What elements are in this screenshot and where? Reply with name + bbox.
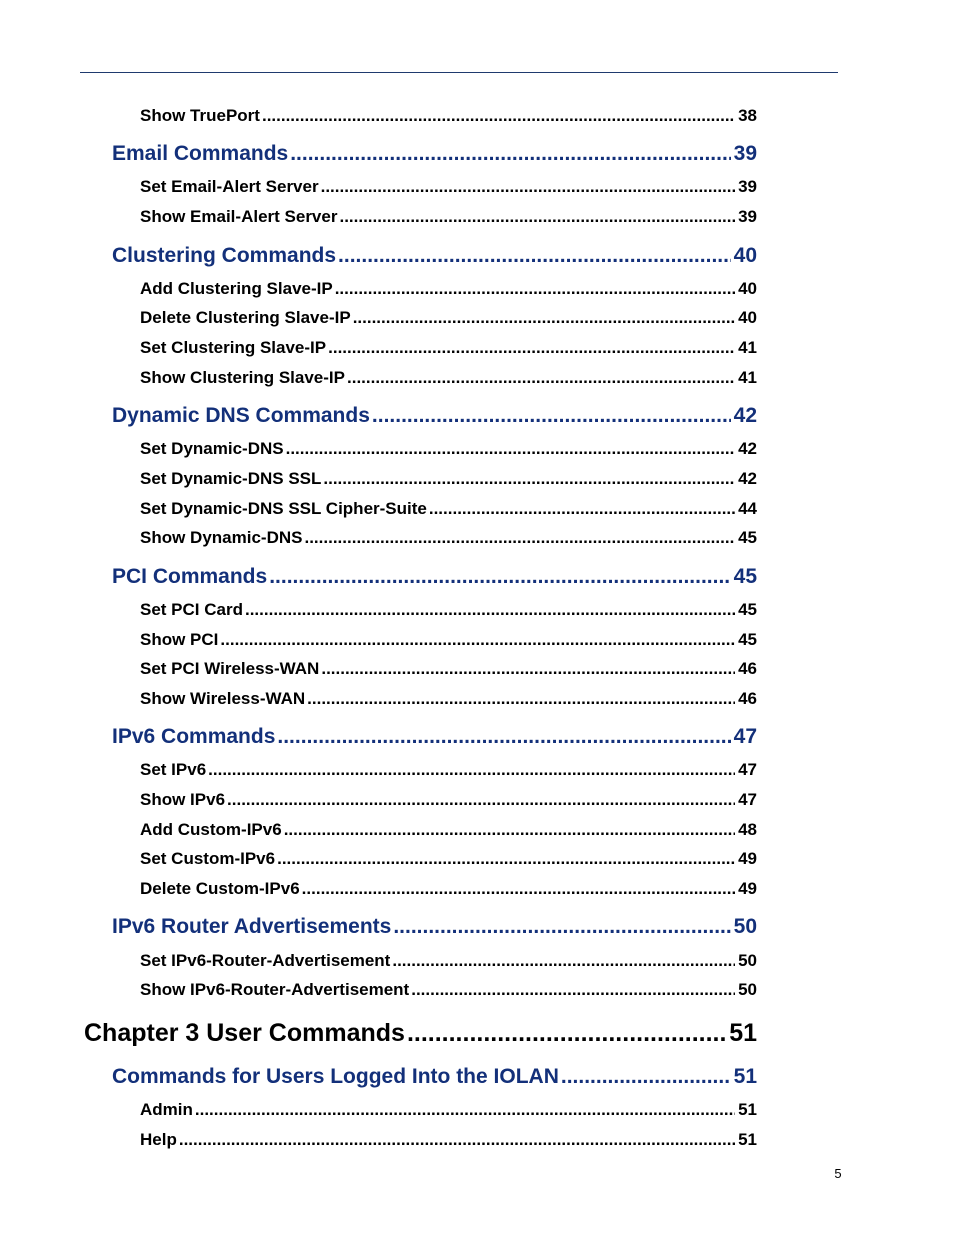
toc-entry-page: 46: [738, 689, 757, 708]
toc-entry-page: 42: [738, 439, 757, 458]
toc-chapter-entry[interactable]: [84, 1019, 757, 1048]
toc-section-entry[interactable]: [112, 244, 757, 268]
toc-section-entry[interactable]: [112, 915, 757, 939]
toc-entry-title: PCI Commands: [112, 565, 268, 588]
toc-subsection-entry[interactable]: [140, 469, 757, 489]
toc-dot-leader: [269, 565, 730, 589]
toc-entry-title: Add Custom-IPv6: [140, 820, 282, 839]
toc-subsection-entry[interactable]: [140, 820, 757, 840]
toc-entry-page: 46: [738, 659, 757, 678]
toc-dot-leader: [338, 244, 731, 268]
toc-entry-page: 50: [733, 915, 757, 938]
toc-entry-page: 39: [733, 142, 757, 165]
toc-dot-leader: [561, 1065, 731, 1089]
toc-section-entry[interactable]: [112, 565, 757, 589]
toc-subsection-entry[interactable]: [140, 308, 757, 328]
toc-entry-page: 38: [738, 106, 757, 125]
toc-entry-title: Commands for Users Logged Into the IOLAN: [112, 1065, 559, 1088]
toc-dot-leader: [302, 879, 735, 899]
toc-entry-page: 50: [738, 951, 757, 970]
toc-entry-page: 51: [738, 1100, 757, 1119]
toc-entry-page: 45: [733, 565, 757, 588]
toc-entry-title: Set Dynamic-DNS SSL Cipher-Suite: [140, 499, 427, 518]
toc-subsection-entry[interactable]: [140, 630, 757, 650]
toc-entry-page: 40: [733, 244, 757, 267]
toc-dot-leader: [307, 689, 735, 709]
toc-dot-leader: [195, 1100, 735, 1120]
toc-subsection-entry[interactable]: [140, 499, 757, 519]
toc-entry-page: 44: [738, 499, 757, 518]
toc-entry-title: Set Custom-IPv6: [140, 849, 276, 868]
toc-section-entry[interactable]: [112, 1065, 757, 1089]
toc-subsection-entry[interactable]: [140, 207, 757, 227]
toc-dot-leader: [339, 207, 735, 227]
toc-subsection-entry[interactable]: [140, 279, 757, 299]
toc-entry-page: 40: [738, 308, 757, 327]
toc-dot-leader: [321, 659, 735, 679]
toc-subsection-entry[interactable]: [140, 689, 757, 709]
toc-dot-leader: [227, 790, 735, 810]
toc-dot-leader: [277, 725, 730, 749]
toc-dot-leader: [353, 308, 735, 328]
toc-subsection-entry[interactable]: [140, 106, 757, 126]
toc-subsection-entry[interactable]: [140, 980, 757, 1000]
toc-subsection-entry[interactable]: [140, 1100, 757, 1120]
toc-entry-page: 47: [738, 790, 757, 809]
toc-dot-leader: [262, 106, 735, 126]
toc-subsection-entry[interactable]: [140, 849, 757, 869]
toc-entry-page: 45: [738, 630, 757, 649]
toc-dot-leader: [429, 499, 735, 519]
toc-entry-title: Show Wireless-WAN: [140, 689, 306, 708]
toc-entry-title: Clustering Commands: [112, 244, 337, 267]
toc-entry-title: Set IPv6-Router-Advertisement: [140, 951, 391, 970]
toc-dot-leader: [407, 1019, 726, 1048]
toc-entry-title: Show TruePort: [140, 106, 260, 125]
toc-entry-title: Set Dynamic-DNS SSL: [140, 469, 322, 488]
toc-dot-leader: [392, 951, 735, 971]
toc-entry-page: 41: [738, 338, 757, 357]
toc-dot-leader: [328, 338, 735, 358]
toc-entry-title: Set Email-Alert Server: [140, 177, 319, 196]
toc-entry-title: IPv6 Commands: [112, 725, 276, 748]
toc-dot-leader: [245, 600, 735, 620]
toc-section-entry[interactable]: [112, 725, 757, 749]
toc-entry-title: Email Commands: [112, 142, 289, 165]
toc-entry-title: Dynamic DNS Commands: [112, 404, 370, 427]
toc-entry-title: Admin: [140, 1100, 193, 1119]
toc-dot-leader: [321, 177, 735, 197]
toc-section-entry[interactable]: [112, 142, 757, 166]
toc-entry-page: 51: [733, 1065, 757, 1088]
page-number: 5: [834, 1166, 842, 1181]
toc-subsection-entry[interactable]: [140, 177, 757, 197]
toc-entry-page: 45: [738, 528, 757, 547]
toc-entry-title: Show Email-Alert Server: [140, 207, 338, 226]
toc-entry-page: 50: [738, 980, 757, 999]
toc-entry-title: Set Dynamic-DNS: [140, 439, 284, 458]
toc-entry-page: 51: [738, 1130, 757, 1149]
toc-subsection-entry[interactable]: [140, 338, 757, 358]
toc-dot-leader: [286, 439, 735, 459]
toc-entry-title: Show PCI: [140, 630, 219, 649]
toc-entry-title: Show Dynamic-DNS: [140, 528, 303, 547]
toc-entry-page: 42: [738, 469, 757, 488]
toc-subsection-entry[interactable]: [140, 760, 757, 780]
toc-entry-title: IPv6 Router Advertisements: [112, 915, 392, 938]
toc-subsection-entry[interactable]: [140, 600, 757, 620]
toc-entry-page: 47: [738, 760, 757, 779]
toc-entry-page: 48: [738, 820, 757, 839]
toc-dot-leader: [277, 849, 735, 869]
toc-dot-leader: [208, 760, 735, 780]
header-rule: [80, 72, 838, 73]
toc-entry-page: 39: [738, 207, 757, 226]
toc-subsection-entry[interactable]: [140, 951, 757, 971]
toc-entry-page: 39: [738, 177, 757, 196]
toc-dot-leader: [323, 469, 735, 489]
toc-entry-title: Show IPv6-Router-Advertisement: [140, 980, 410, 999]
toc-subsection-entry[interactable]: [140, 439, 757, 459]
toc-entry-title: Set PCI Wireless-WAN: [140, 659, 320, 678]
toc-dot-leader: [284, 820, 735, 840]
toc-subsection-entry[interactable]: [140, 879, 757, 899]
toc-entry-page: 49: [738, 879, 757, 898]
toc-entry-title: Set IPv6: [140, 760, 207, 779]
toc-dot-leader: [179, 1130, 735, 1150]
toc-entry-title: Set Clustering Slave-IP: [140, 338, 327, 357]
toc-entry-page: 49: [738, 849, 757, 868]
toc-entry-page: 51: [729, 1019, 757, 1047]
toc-entry-title: Set PCI Card: [140, 600, 243, 619]
toc-entry-page: 47: [733, 725, 757, 748]
toc-subsection-entry[interactable]: [140, 790, 757, 810]
toc-dot-leader: [393, 915, 730, 939]
toc-dot-leader: [304, 528, 735, 548]
toc-entry-title: Show IPv6: [140, 790, 226, 809]
toc-entry-page: 41: [738, 368, 757, 387]
toc-dot-leader: [411, 980, 735, 1000]
toc-entry-title: Delete Custom-IPv6: [140, 879, 300, 898]
toc-entry-title: Chapter 3 User Commands: [84, 1019, 405, 1047]
toc-entry-title: Help: [140, 1130, 177, 1149]
toc-subsection-entry[interactable]: [140, 1130, 757, 1150]
toc-entry-page: 45: [738, 600, 757, 619]
toc-dot-leader: [335, 279, 735, 299]
toc-subsection-entry[interactable]: [140, 528, 757, 548]
toc-section-entry[interactable]: [112, 404, 757, 428]
toc-dot-leader: [220, 630, 735, 650]
toc-subsection-entry[interactable]: [140, 368, 757, 388]
toc-dot-leader: [290, 142, 730, 166]
toc-entry-title: Delete Clustering Slave-IP: [140, 308, 351, 327]
toc-dot-leader: [347, 368, 735, 388]
toc-subsection-entry[interactable]: [140, 659, 757, 679]
toc-entry-title: Show Clustering Slave-IP: [140, 368, 345, 387]
toc-entry-page: 42: [733, 404, 757, 427]
toc-entry-page: 40: [738, 279, 757, 298]
toc-entry-title: Add Clustering Slave-IP: [140, 279, 333, 298]
toc-dot-leader: [372, 404, 731, 428]
